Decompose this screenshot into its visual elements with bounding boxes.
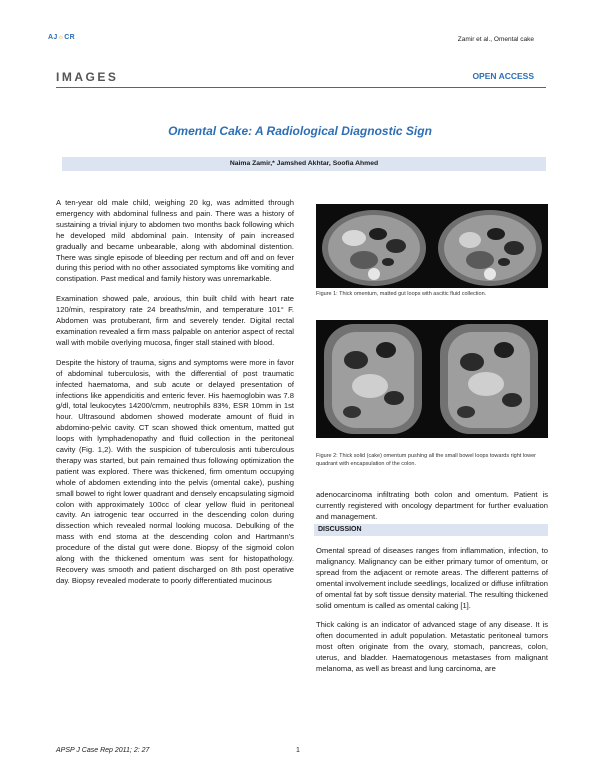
article-title: Omental Cake: A Radiological Diagnostic Sign [168,124,432,138]
paragraph-conclusion: adenocarcinoma infiltrating both colon and omentum. Patient is currently registered with oncology department for further evaluation and management. [316,490,548,521]
discussion-paragraph-1: Omental spread of diseases ranges from inflammation, infection, to malignancy. Malignancy can be either primary tumor of omentum, or spread from the adjacent or remote areas. The different patterns of omental involvement include seedlings, localized or diffuse infiltration of omental fat by soft tissue density material. The resulting thickened solid omentum is called as omental caking [1]. [316,546,548,610]
author-bar: Naima Zamir,* Jamshed Akhtar, Soofia Ahmed [62,157,546,171]
running-head: Zamir et al., Omental cake [457,36,534,43]
discussion-heading: DISCUSSION [314,524,548,536]
figure-2-ct-image [316,320,548,438]
figure-1-caption: Figure 1: Thick omentum, matted gut loops with ascitic fluid collection. [316,291,487,297]
journal-logo: AJ☼CR [48,34,75,41]
ct-slice-right [438,210,542,286]
figure-1-ct-image [316,204,548,288]
paragraph-examination: Examination showed pale, anxious, thin built child with heart rate 120/min, respiratory rate 24 breaths/min, and temperature 101° F. Abdomen was protuberant, firm and severely tender. Digital rectal examination revealed a firm mass palpable on anterior aspect of rectal wall with mobile overlying mucosa, finger stall stained with blood. [56,294,294,347]
discussion-text [316,546,548,684]
ct-coronal-left [324,324,422,434]
ct-slice-left [322,210,426,286]
ct-coronal-right [440,324,538,434]
header-divider [56,87,546,88]
section-label: IMAGES [56,70,119,84]
open-access-label: OPEN ACCESS [472,71,534,81]
figure-2-caption: Figure 2: Thick solid (cake) omentum pushing all the small bowel loops towards right lower quadrant with encapsulation of the colon. [316,453,536,467]
paragraph-history: A ten-year old male child, weighing 20 kg, was admitted through emergency with abdominal fullness and pain. There was a history of sustaining a trivial injury to abdomen two months back following which he developed mild abdominal pain. Intensity of pain increased gradually and became unbearable, along with abdominal distention. There was single episode of bleeding per rectum and off and on fever during this period with no other associated symptoms like vomiting and constipation. Past medical and family history was unremarkable. [56,198,294,284]
footer-citation: APSP J Case Rep 2011; 2: 27 [56,747,150,754]
discussion-paragraph-2: Thick caking is an indicator of advanced stage of any disease. It is often documented in adult population. Metastatic peritoneal tumors most often originate from the ovary, stomach, pancreas, colon, uterus, and bladder. Haematogenous metastases from malignant melanoma, as well as breast and lung carcinoma, are [316,620,548,674]
page-number: 1 [296,747,300,754]
logo-sun-icon: ☼ [57,34,65,41]
paragraph-investigations: Despite the history of trauma, signs and symptoms were more in favor of abdominal tuberculosis, with the differential of post traumatic infected haematoma, and sub acute or delayed presentation of infections like appendicitis and enteric fever. His haemoglobin was 7.8 g/dl, total leukocytes 14200/cmm, neutrophils 83%, ESR 10mm in 1st hour. Ultrasound abdomen showed moderate amount of fluid in abdomino-pelvic cavity. CT scan showed thick omentum, matted gut loops with lymphadenopathy and fluid collection in the peritoneal cavity (Fig. 1,2). With the suspicion of tuberculosis anti tuberculous therapy was started, but pain remained thus following optimization the patient was explored. There was thickened, firm omentum occupying whole of abdomen extending into the pelvis (omental cake), pushing small bowel to right lower quadrant and densely encapsulating sigmoid colon with approximately 100cc of clear yellow fluid in peritoneal cavity. An iatrogenic tear occurred in the descending colon during dissection which revealed normal looking mucosa. Debulking of the mass with end stoma at the descending colon and Hartmann's procedure of the distal gut were done. Biopsy of the sigmoid colon along with the thickened omentum was sent for histopathology. Recovery was smooth and patient discharged on 8th post operative day. Biopsy revealed moderate to poorly differentiated mucinous [56,357,294,585]
body-left-column [56,198,294,596]
